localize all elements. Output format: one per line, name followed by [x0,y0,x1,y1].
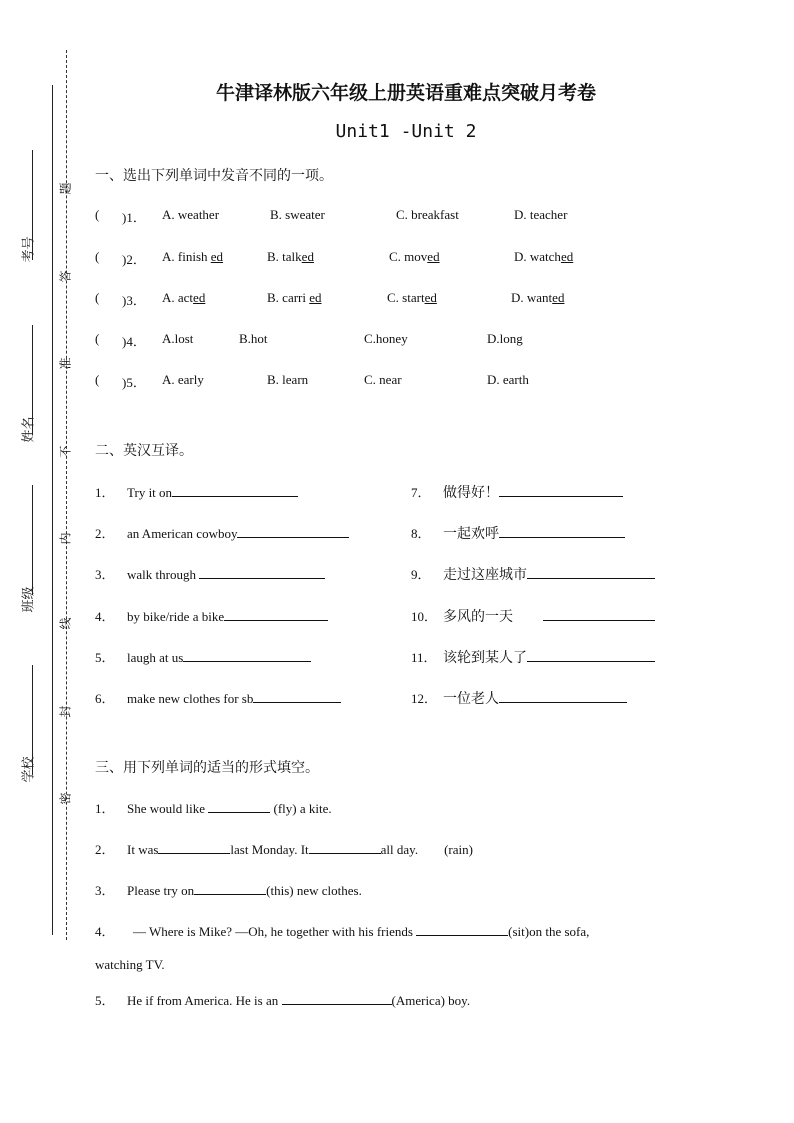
item-text: laugh at us [127,650,184,665]
question-text: It was [127,842,159,857]
option-b: B.hot [239,331,268,346]
item-number: 4． [95,609,115,624]
option-a-text: A. finish [162,249,211,264]
translation-item [95,523,349,542]
section1-heading: 一、选出下列单词中发音不同的一项。 [95,168,333,184]
item-number: 10． [411,609,438,624]
option-a [162,290,205,306]
fill-question-continuation: watching TV. [95,957,165,972]
option-b-text: B. carri [267,290,310,305]
class-line[interactable] [32,485,33,595]
fold-char: 线 [58,617,73,630]
item-text: Try it on [127,485,173,500]
option-a: A. early [162,372,204,387]
option-a-text: A. act [162,290,194,305]
question-text: (fly) a kite. [270,801,332,816]
item-text: make new clothes for sb [127,691,254,706]
fold-char: 封 [58,705,73,718]
question-text: — Where is Mike? —Oh, he together with his friends [133,924,417,939]
item-number: 9． [411,567,431,582]
translation-item [411,647,655,667]
page-title: 牛津译林版六年级上册英语重难点突破月考卷 [215,82,596,104]
question-text: last Monday. It [230,842,309,857]
option-c-text: C. start [387,290,425,305]
answer-blank[interactable] [237,525,349,538]
item-number: 1． [95,801,115,816]
word-hint: (rain) [444,842,473,857]
question-number: )2． [122,252,146,267]
option-c: C. near [364,372,402,387]
name-label: 姓名 [21,416,37,443]
margin-line-outer [52,85,53,935]
option-c: C.honey [364,331,408,346]
translation-item [95,647,311,666]
option-d-text: D. watch [514,249,561,264]
item-text: 走过这座城市 [443,567,527,583]
answer-blank[interactable] [183,649,311,662]
option-d: D. earth [487,372,529,387]
answer-paren[interactable]: ( [95,249,100,264]
option-b: B. sweater [270,207,325,222]
item-number: 4． [95,924,115,939]
option-c-underlined: ed [427,249,440,264]
section2-heading: 二、英汉互译。 [95,443,193,459]
option-a [162,249,223,265]
question-text: Please try on [127,883,195,898]
option-a: A. weather [162,207,220,222]
translation-item [411,482,623,502]
translation-item [411,688,627,708]
fill-question [95,880,362,899]
option-c-text: C. mov [389,249,428,264]
item-number: 7． [411,485,431,500]
item-text: by bike/ride a bike [127,609,225,624]
item-text: 做得好！ [443,485,499,501]
item-number: 11． [411,650,437,665]
question-number: )4． [122,334,146,349]
question-text: (sit)on the sofa, [508,924,590,939]
answer-blank[interactable] [416,923,508,936]
page-subtitle: Unit1 -Unit 2 [335,121,477,142]
item-number: 3． [95,883,115,898]
option-b-underlined: ed [301,249,314,264]
option-d-underlined: ed [560,249,574,264]
school-label: 学校 [21,756,37,783]
option-d [511,290,564,306]
item-number: 3． [95,567,115,582]
question-number: )5． [122,375,146,390]
answer-blank[interactable] [309,841,381,854]
fill-question [95,990,470,1009]
option-b [267,290,322,306]
question-text: She would like [127,801,209,816]
answer-blank[interactable] [282,992,392,1005]
fold-char: 不 [58,445,73,458]
fill-question [95,921,589,940]
answer-blank[interactable] [253,690,341,703]
translation-item [95,688,341,707]
class-label: 班级 [21,586,37,613]
option-d: D.long [487,331,523,346]
translation-item [411,523,625,543]
translation-item [95,564,325,583]
item-number: 8． [411,526,431,541]
answer-blank[interactable] [208,800,270,813]
option-c-underlined: ed [424,290,437,305]
answer-blank[interactable] [499,690,627,703]
item-number: 12． [411,691,438,706]
answer-paren[interactable]: ( [95,331,100,346]
option-b-text: B. talk [267,249,302,264]
exam-number-label: 考号 [21,236,37,263]
school-line[interactable] [32,665,33,775]
option-d-underlined: ed [552,290,565,305]
answer-blank[interactable] [158,841,230,854]
question-number: )3． [122,293,146,308]
answer-blank[interactable] [527,566,655,579]
option-d: D. teacher [514,207,568,222]
translation-item [95,606,328,625]
fold-char: 准 [58,357,73,370]
option-b [267,249,314,265]
translation-item [95,482,298,501]
question-text: (this) new clothes. [266,883,362,898]
item-text: 该轮到某人了 [443,650,527,666]
answer-blank[interactable] [194,882,266,895]
item-number: 5． [95,993,115,1008]
item-number: 2． [95,526,115,541]
answer-blank[interactable] [499,484,623,497]
fold-char: 题 [58,182,73,195]
option-d [514,249,573,265]
option-a: A.lost [162,331,194,346]
fill-question [95,798,332,817]
item-number: 5． [95,650,115,665]
option-a-underlined: ed [193,290,206,305]
answer-blank[interactable] [527,649,655,662]
exam-number-line[interactable] [32,150,33,260]
question-text: (America) boy. [391,993,471,1008]
fold-char: 答 [58,270,73,283]
answer-blank[interactable] [499,525,625,538]
answer-blank[interactable] [543,608,655,621]
option-c: C. breakfast [396,207,459,222]
option-c [389,249,440,265]
question-text: all day. [380,842,419,857]
fold-char: 内 [58,532,73,545]
item-number: 1． [95,485,115,500]
option-a-underlined: ed [210,249,224,264]
item-text: an American cowboy [127,526,238,541]
item-text: walk through [127,567,200,582]
fold-char: 密 [58,792,73,805]
fill-question [95,839,473,858]
answer-blank[interactable] [172,484,298,497]
item-text: 多风的一天 [443,609,513,625]
option-b: B. learn [267,372,309,387]
option-c [387,290,437,306]
answer-paren[interactable]: ( [95,290,100,305]
item-number: 6． [95,691,115,706]
item-text: 一起欢呼 [443,526,499,542]
translation-item [411,564,655,584]
section3-heading: 三、用下列单词的适当的形式填空。 [95,760,319,776]
item-text: 一位老人 [443,691,499,707]
name-line[interactable] [32,325,33,435]
question-text: He if from America. He is an [127,993,282,1008]
answer-paren[interactable]: ( [95,207,100,222]
option-b-underlined: ed [309,290,322,305]
answer-blank[interactable] [224,608,328,621]
translation-item [411,606,655,626]
answer-blank[interactable] [199,566,325,579]
question-number: )1． [122,210,146,225]
option-d-text: D. want [511,290,553,305]
answer-paren[interactable]: ( [95,372,100,387]
item-number: 2． [95,842,115,857]
